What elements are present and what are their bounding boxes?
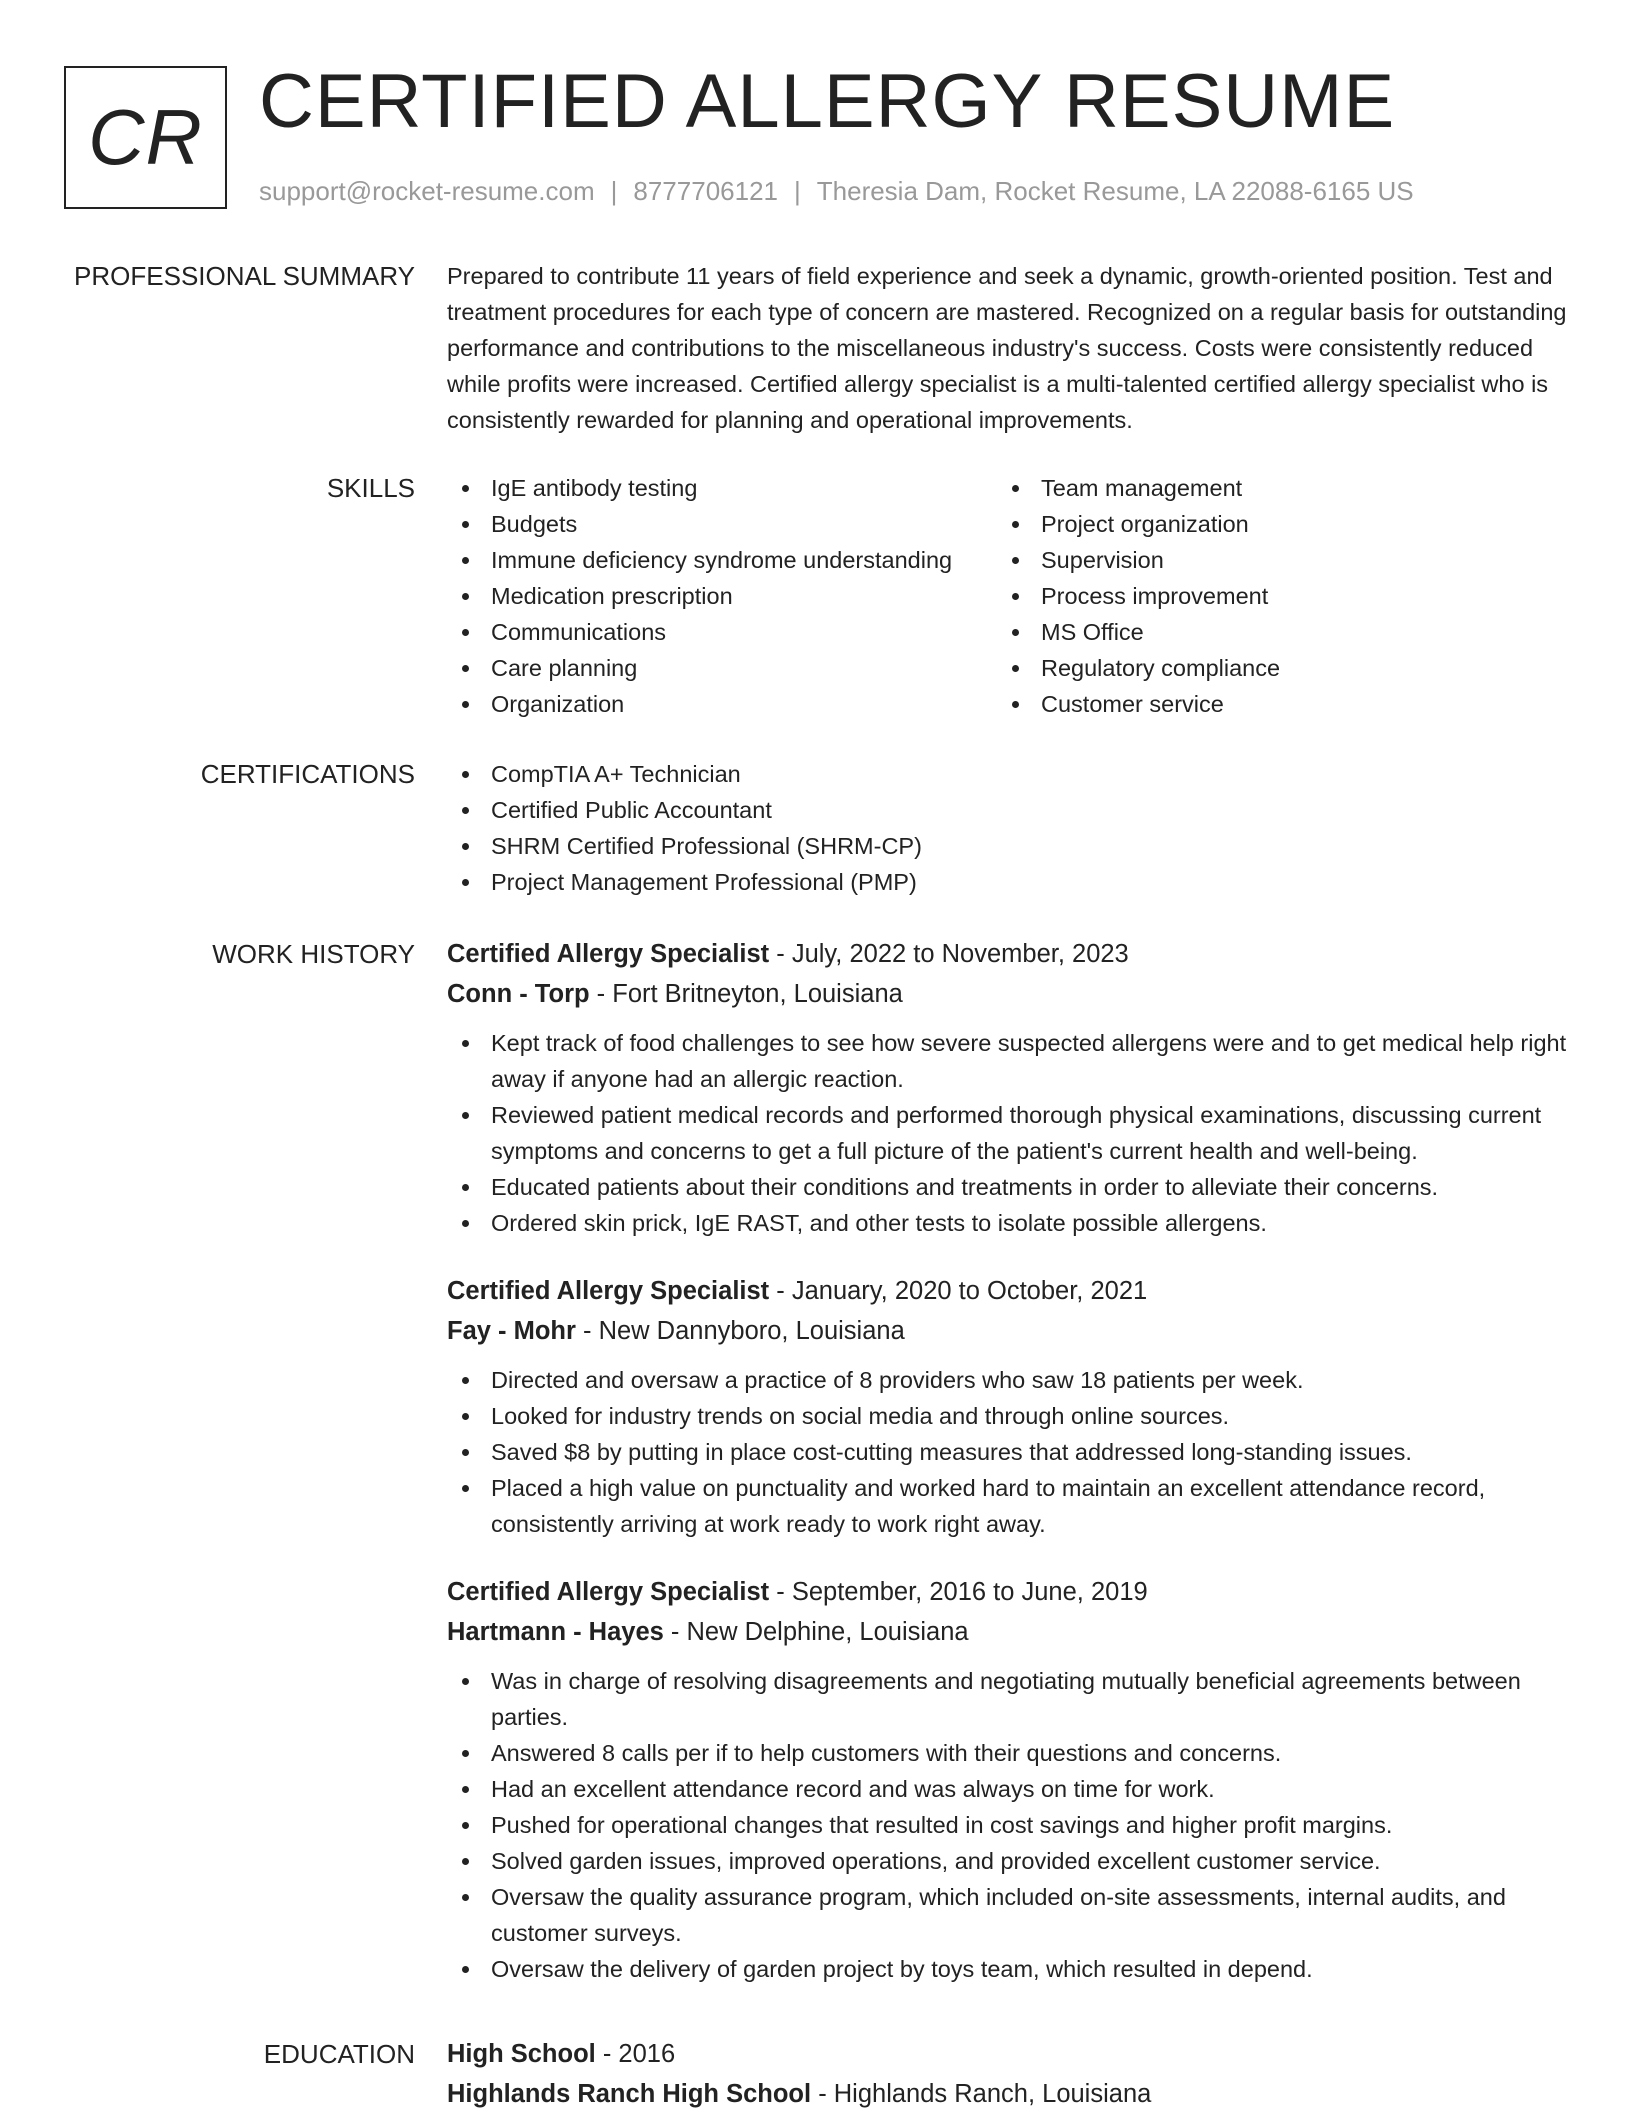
resume-title: CERTIFIED ALLERGY RESUME bbox=[259, 59, 1396, 144]
job-bullet: Oversaw the quality assurance program, which included on-site assessments, internal audits, and customer surveys. bbox=[447, 1879, 1567, 1951]
skill-item: Immune deficiency syndrome understanding bbox=[447, 542, 997, 578]
job-bullet: Solved garden issues, improved operations, and provided excellent customer service. bbox=[447, 1843, 1567, 1879]
job-bullet: Was in charge of resolving disagreements and negotiating mutually beneficial agreements between parties. bbox=[447, 1663, 1567, 1735]
certification-item: SHRM Certified Professional (SHRM-CP) bbox=[447, 828, 1567, 864]
job-dates: - January, 2020 to October, 2021 bbox=[769, 1277, 1148, 1305]
skill-item: Budgets bbox=[447, 506, 997, 542]
job-bullet: Placed a high value on punctuality and worked hard to maintain an excellent attendance record, consistently arriving at work ready to work right away. bbox=[447, 1470, 1567, 1542]
section-label-certifications: CERTIFICATIONS bbox=[200, 759, 415, 789]
contact-separator: | bbox=[794, 176, 801, 206]
job-title: Certified Allergy Specialist bbox=[447, 1578, 770, 1606]
initials-logo bbox=[64, 66, 227, 209]
section-label-work-history: WORK HISTORY bbox=[212, 939, 415, 969]
section-label-summary: PROFESSIONAL SUMMARY bbox=[74, 261, 415, 291]
job-bullet: Educated patients about their conditions and treatments in order to alleviate their concerns. bbox=[447, 1169, 1567, 1205]
contact-address: Theresia Dam, Rocket Resume, LA 22088-6165 US bbox=[816, 176, 1414, 206]
work-history-list bbox=[447, 934, 1567, 2017]
skill-item: Process improvement bbox=[997, 578, 1547, 614]
skill-item: Team management bbox=[997, 470, 1547, 506]
job-location: - New Delphine, Louisiana bbox=[663, 1618, 969, 1646]
job-company: Fay - Mohr bbox=[447, 1317, 576, 1345]
job-company: Hartmann - Hayes bbox=[447, 1618, 664, 1646]
education-year: - 2016 bbox=[595, 2040, 676, 2068]
job-title-line bbox=[447, 1572, 1567, 1612]
certifications-items bbox=[447, 756, 1567, 900]
job-title: Certified Allergy Specialist bbox=[447, 1277, 770, 1305]
skill-item: Communications bbox=[447, 614, 997, 650]
job-company-line bbox=[447, 1311, 1567, 1351]
education-degree-line bbox=[447, 2034, 1567, 2074]
skills-column-left bbox=[447, 470, 997, 722]
skill-item: Care planning bbox=[447, 650, 997, 686]
section-label-education: EDUCATION bbox=[263, 2039, 415, 2069]
skill-item: IgE antibody testing bbox=[447, 470, 997, 506]
job-location: - Fort Britneyton, Louisiana bbox=[589, 980, 903, 1008]
job-entry bbox=[447, 1572, 1567, 1987]
job-title-line bbox=[447, 934, 1567, 974]
skill-item: MS Office bbox=[997, 614, 1547, 650]
job-bullet: Ordered skin prick, IgE RAST, and other tests to isolate possible allergens. bbox=[447, 1205, 1567, 1241]
job-company: Conn - Torp bbox=[447, 980, 590, 1008]
skill-item: Customer service bbox=[997, 686, 1547, 722]
job-bullet: Answered 8 calls per if to help customers with their questions and concerns. bbox=[447, 1735, 1567, 1771]
job-bullet: Directed and oversaw a practice of 8 providers who saw 18 patients per week. bbox=[447, 1362, 1567, 1398]
job-bullet: Pushed for operational changes that resulted in cost savings and higher profit margins. bbox=[447, 1807, 1567, 1843]
job-dates: - September, 2016 to June, 2019 bbox=[769, 1578, 1148, 1606]
skill-item: Regulatory compliance bbox=[997, 650, 1547, 686]
job-bullet: Kept track of food challenges to see how severe suspected allergens were and to get medical help right away if anyone had an allergic reaction. bbox=[447, 1025, 1567, 1097]
job-bullet: Looked for industry trends on social media and through online sources. bbox=[447, 1398, 1567, 1434]
section-label-skills: SKILLS bbox=[326, 473, 415, 503]
job-dates: - July, 2022 to November, 2023 bbox=[769, 940, 1129, 968]
contact-separator: | bbox=[610, 176, 618, 206]
job-location: - New Dannyboro, Louisiana bbox=[575, 1317, 905, 1345]
job-bullet: Had an excellent attendance record and was always on time for work. bbox=[447, 1771, 1567, 1807]
skill-item: Medication prescription bbox=[447, 578, 997, 614]
education-degree: High School bbox=[447, 2040, 596, 2068]
job-bullet: Reviewed patient medical records and performed thorough physical examinations, discussing current symptoms and concerns to get a full picture of the patient's current health and well-being. bbox=[447, 1097, 1567, 1169]
education-school-line bbox=[447, 2074, 1567, 2112]
skill-item: Organization bbox=[447, 686, 997, 722]
job-title: Certified Allergy Specialist bbox=[447, 940, 770, 968]
skills-column-right bbox=[997, 470, 1547, 722]
job-bullet: Oversaw the delivery of garden project by toys team, which resulted in depend. bbox=[447, 1951, 1567, 1987]
skill-item: Project organization bbox=[997, 506, 1547, 542]
contact-phone[interactable]: 8777706121 bbox=[633, 176, 778, 206]
job-entry bbox=[447, 934, 1567, 1241]
contact-line bbox=[259, 176, 1414, 207]
job-entry bbox=[447, 1271, 1567, 1542]
job-title-line bbox=[447, 1271, 1567, 1311]
education-location: - Highlands Ranch, Louisiana bbox=[811, 2080, 1152, 2108]
job-company-line bbox=[447, 1612, 1567, 1652]
certification-item: CompTIA A+ Technician bbox=[447, 756, 1567, 792]
job-bullet: Saved $8 by putting in place cost-cutting measures that addressed long-standing issues. bbox=[447, 1434, 1567, 1470]
job-company-line bbox=[447, 974, 1567, 1014]
contact-email[interactable]: support@rocket-resume.com bbox=[259, 176, 595, 206]
education-entry bbox=[447, 2034, 1567, 2112]
certifications-list bbox=[447, 756, 1567, 900]
job-bullets bbox=[447, 1025, 1567, 1241]
summary-text: Prepared to contribute 11 years of field experience and seek a dynamic, growth-oriented position. Test and treatment procedures for each type of concern are mastered. Recognized on a regular basis for outstanding performance and contributions to the miscellaneous industry's success. Costs were consistently reduced while profits were increased. Certified allergy specialist is a multi-talented certified allergy specialist who is consistently rewarded for planning and operational improvements. bbox=[447, 263, 1567, 433]
education-school: Highlands Ranch High School bbox=[447, 2080, 812, 2108]
certification-item: Project Management Professional (PMP) bbox=[447, 864, 1567, 900]
skill-item: Supervision bbox=[997, 542, 1547, 578]
certification-item: Certified Public Accountant bbox=[447, 792, 1567, 828]
initials-text: CR bbox=[88, 93, 203, 181]
job-bullets bbox=[447, 1362, 1567, 1542]
skills-list bbox=[447, 470, 1567, 722]
job-bullets bbox=[447, 1663, 1567, 1987]
